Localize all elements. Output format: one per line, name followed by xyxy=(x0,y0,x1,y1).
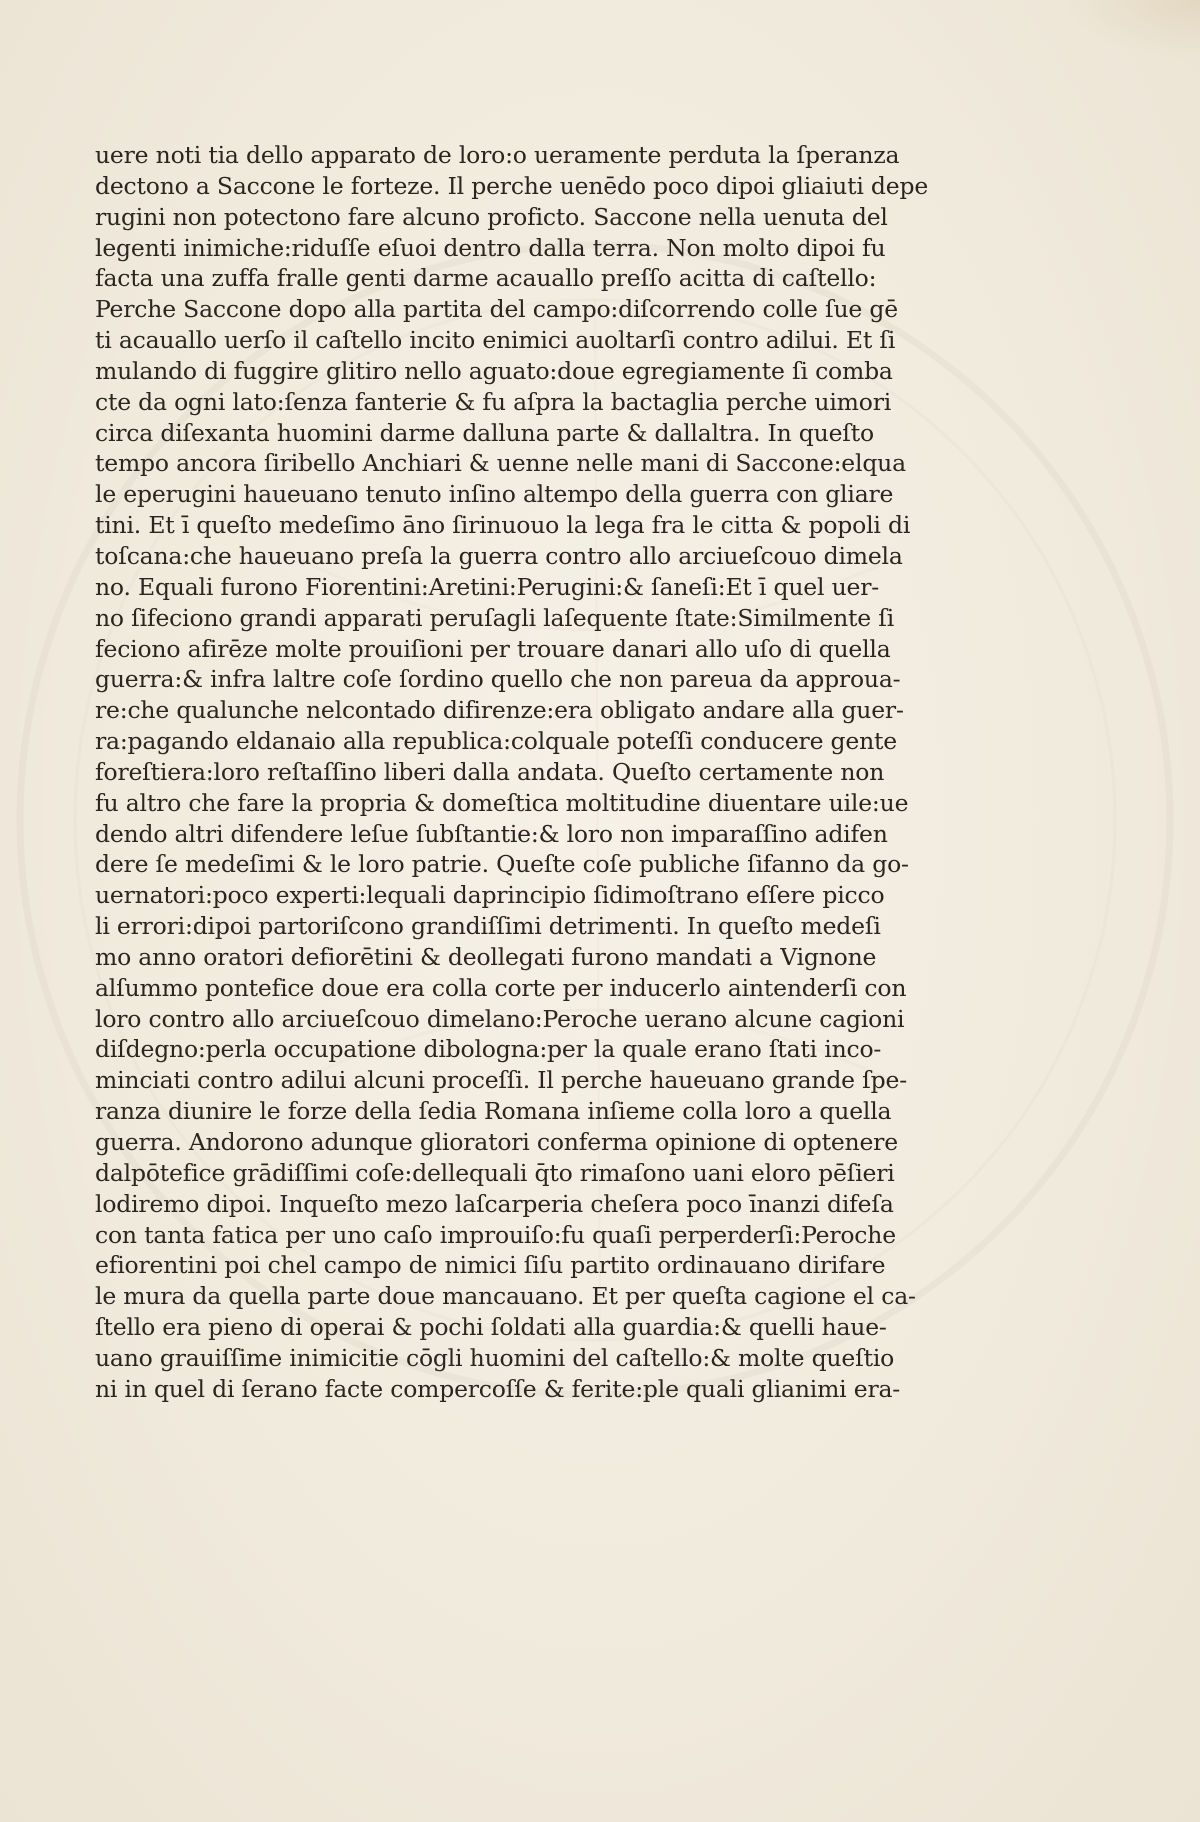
paper-stain xyxy=(1060,0,1200,60)
text-line: ra:pagando eldanaio alla republica:colquale poteſſi conducere gente xyxy=(95,727,897,756)
text-line: legenti inimiche:riduſſe eſuoi dentro dalla terra. Non molto dipoi fu xyxy=(95,233,886,262)
text-line: dalpōtefice grādiſſimi coſe:dellequali q̄to rimaſono uani eloro pēſieri xyxy=(95,1158,895,1187)
text-line: tini. Et ī queſto medeſimo āno ſirinuouo la lega fra le citta & popoli di xyxy=(95,511,911,540)
text-line: ranza diunire le forze della ſedia Romana inſieme colla loro a quella xyxy=(95,1097,892,1126)
text-line: guerra. Andorono adunque glioratori conferma opinione di optenere xyxy=(95,1128,898,1156)
text-line: con tanta fatica per uno caſo improuiſo:fu quaſi perperderſi:Peroche xyxy=(95,1220,896,1249)
text-line: loro contro allo arciueſcouo dimelano:Peroche uerano alcune cagioni xyxy=(95,1004,905,1033)
text-line: rugini non potectono fare alcuno proficto. Saccone nella uenuta del xyxy=(95,202,888,231)
text-line: le mura da quella parte doue mancauano. Et per queſta cagione el ca‑ xyxy=(95,1282,916,1311)
text-line: uere noti tia dello apparato de loro:o ueramente perduta la ſperanza xyxy=(95,141,900,169)
text-line: li errori:dipoi partoriſcono grandiſſimi detrimenti. In queſto medeſi xyxy=(95,912,881,941)
text-line: mulando di fuggire glitiro nello aguato:doue egregiamente ſi comba xyxy=(95,356,893,385)
text-line: alſummo pontefice doue era colla corte per inducerlo aintenderſi con xyxy=(95,973,907,1002)
text-line: dendo altri difendere leſue ſubſtantie:& loro non imparaſſino adifen xyxy=(95,819,888,848)
text-line: le eperugini haueuano tenuto inſino altempo della guerra con gliare xyxy=(95,480,894,509)
text-line: no ſifeciono grandi apparati peruſagli laſequente ſtate:Similmente ſi xyxy=(95,603,895,632)
text-line: toſcana:che haueuano preſa la guerra contro allo arciueſcouo dimela xyxy=(95,541,903,570)
text-line: ti acauallo uerſo il caſtello incito enimici auoltarſi contro adilui. Et ſi xyxy=(95,326,896,355)
text-line: guerra:& infra laltre coſe ſordino quello che non pareua da approua‑ xyxy=(95,665,901,694)
text-line: mo anno oratori defiorētini & deollegati furono mandati a Vignone xyxy=(95,942,877,971)
body-text xyxy=(95,140,929,1405)
text-line: ni in quel di ſerano facte compercoſſe & ferite:ple quali glianimi era‑ xyxy=(95,1374,901,1403)
text-line: circa diſexanta huomini darme dalluna parte & dallaltra. In queſto xyxy=(95,418,874,447)
text-line: Perche Saccone dopo alla partita del campo:diſcorrendo colle ſue gē xyxy=(95,295,898,324)
text-line: diſdegno:perla occupatione dibologna:per la quale erano ſtati inco‑ xyxy=(95,1035,882,1064)
text-line: minciati contro adilui alcuni proceſſi. Il perche haueuano grande ſpe‑ xyxy=(95,1066,907,1095)
text-line: feciono afirēze molte prouiſioni per trouare danari allo uſo di quella xyxy=(95,634,891,663)
text-line: dectono a Saccone le forteze. Il perche uenēdo poco dipoi gliaiuti depe xyxy=(95,171,929,200)
text-line: foreſtiera:loro reſtaſſino liberi dalla andata. Queſto certamente non xyxy=(95,757,885,786)
text-line: fu altro che fare la propria & domeſtica moltitudine diuentare uile:ue xyxy=(95,788,909,817)
text-line: uano grauiſſime inimicitie cōgli huomini del caſtello:& molte queſtio xyxy=(95,1343,895,1372)
text-line: ſtello era pieno di operai & pochi ſoldati alla guardia:& quelli haue‑ xyxy=(95,1313,887,1342)
text-line: tempo ancora ſiribello Anchiari & uenne nelle mani di Saccone:elqua xyxy=(95,449,906,478)
text-line: cte da ogni lato:ſenza fanterie & fu aſpra la bactaglia perche uimori xyxy=(95,387,892,416)
text-line: lodiremo dipoi. Inqueſto mezo laſcarperia cheſera poco īnanzi difeſa xyxy=(95,1189,894,1218)
text-line: dere ſe medeſimi & le loro patrie. Queſte coſe publiche ſifanno da go‑ xyxy=(95,850,909,879)
text-line: re:che qualunche nelcontado difirenze:era obligato andare alla guer‑ xyxy=(95,696,904,725)
text-line: no. Equali furono Fiorentini:Aretini:Perugini:& ſaneſi:Et ī quel uer‑ xyxy=(95,572,880,601)
text-line: uernatori:poco experti:lequali daprincipio ſidimoſtrano eſſere picco xyxy=(95,881,885,910)
text-line: efiorentini poi chel campo de nimici ſiſu partito ordinauano dirifare xyxy=(95,1251,886,1280)
text-line: facta una zuffa fralle genti darme acauallo preſſo acitta di caſtello: xyxy=(95,264,877,293)
